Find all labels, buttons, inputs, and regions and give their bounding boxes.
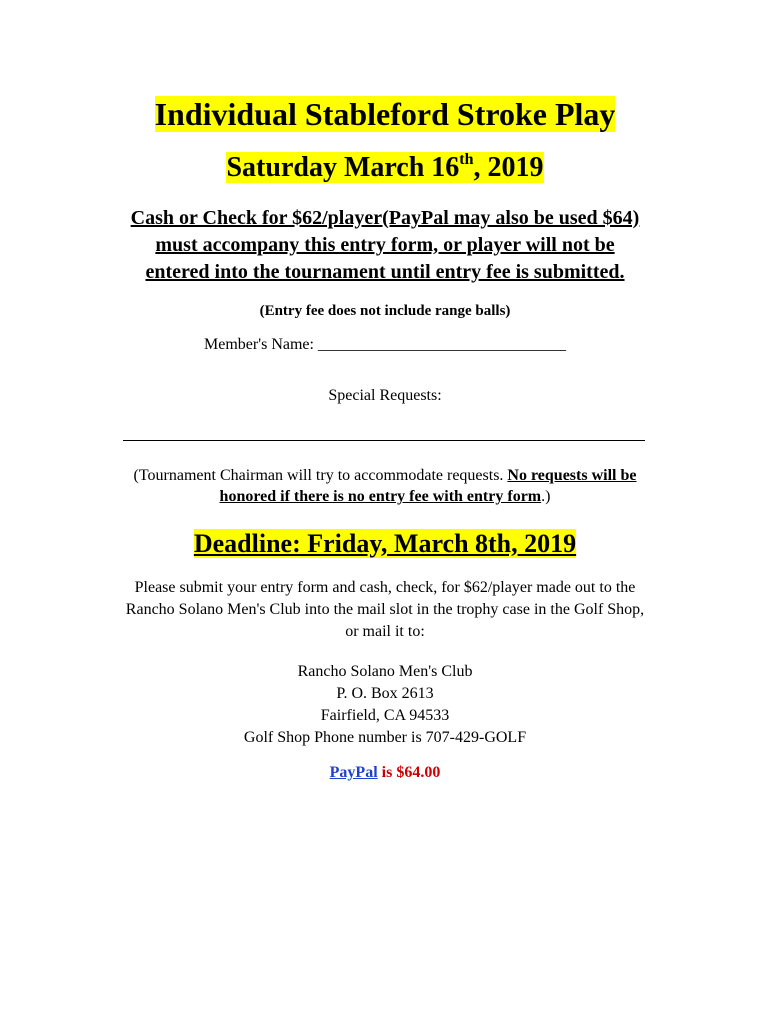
event-date-main: Saturday March 16 <box>226 152 460 183</box>
paypal-link[interactable]: PayPal <box>329 764 378 781</box>
requests-note-warning-cont: honored if there is no entry fee with entry form <box>219 488 542 505</box>
requests-note-line-2 <box>0 486 770 508</box>
event-date-suffix: th <box>459 151 474 168</box>
range-balls-note: (Entry fee does not include range balls) <box>259 303 511 319</box>
deadline-heading <box>0 526 770 562</box>
special-requests-label: Special Requests: <box>328 387 442 404</box>
fee-notice-line-2: must accompany this entry form, or player will not be <box>155 234 615 256</box>
fee-notice-line-3: entered into the tournament until entry fee is submitted. <box>145 261 625 283</box>
event-date-text <box>226 152 543 183</box>
instructions-line-1: Please submit your entry form and cash, check, for $62/player made out to the <box>134 579 636 596</box>
address-po-box: P. O. Box 2613 <box>336 685 434 702</box>
requests-note-close: .) <box>541 488 551 505</box>
event-date <box>0 148 770 188</box>
golf-shop-phone: Golf Shop Phone number is 707-429-GOLF <box>243 729 527 746</box>
requests-note-line-1 <box>0 465 770 487</box>
paypal-info <box>0 762 770 784</box>
instructions-line-3: or mail it to: <box>345 623 425 640</box>
deadline-text: Deadline: Friday, March 8th, 2019 <box>193 529 577 558</box>
paypal-amount: is $64.00 <box>377 764 441 781</box>
page-title <box>0 92 770 136</box>
address-city: Fairfield, CA 94533 <box>320 707 450 724</box>
requests-note-plain: (Tournament Chairman will try to accommodate requests. <box>133 467 508 484</box>
fee-notice-line-1: Cash or Check for $62/player(PayPal may also be used $64) <box>130 207 640 229</box>
member-name-field[interactable]: Member's Name: _______________________________ <box>204 336 566 353</box>
instructions-line-2: Rancho Solano Men's Club into the mail slot in the trophy case in the Golf Shop, <box>125 601 645 618</box>
event-date-year: , 2019 <box>473 152 544 183</box>
special-requests-field[interactable] <box>123 440 645 441</box>
page-title-text: Individual Stableford Stroke Play <box>154 96 616 132</box>
requests-note-warning: No requests will be <box>507 467 637 484</box>
address-name: Rancho Solano Men's Club <box>297 663 473 680</box>
